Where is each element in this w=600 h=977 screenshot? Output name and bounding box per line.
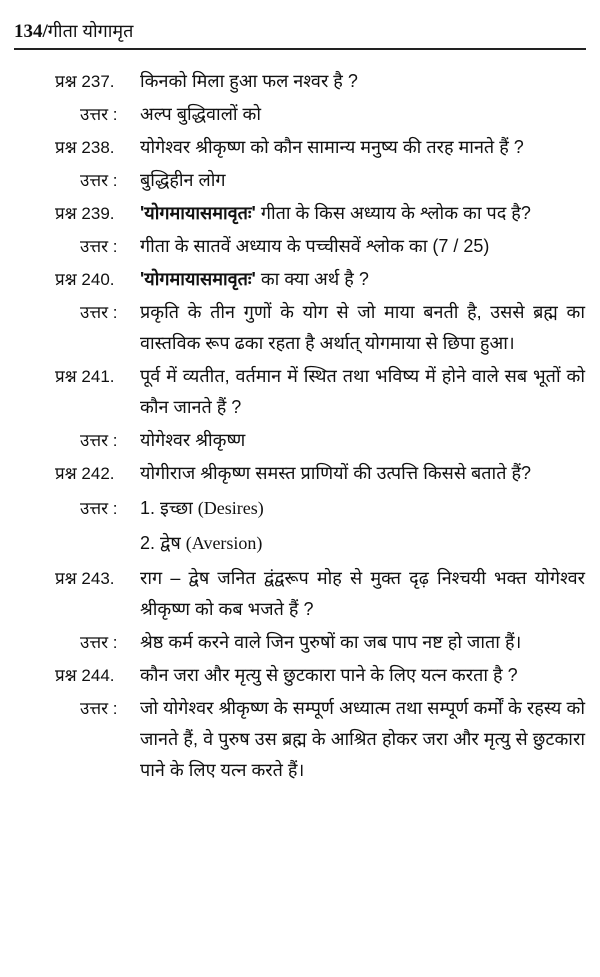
answer-238 xyxy=(0,165,600,196)
question-240 xyxy=(0,264,600,295)
answer-label: उत्तर : xyxy=(80,105,118,124)
question-text: पूर्व में व्यतीत, वर्तमान में स्थित तथा भविष्य में होने वाले सब भूतों को कौन जानते हैं ? xyxy=(140,366,585,417)
question-label: प्रश्न 242. xyxy=(55,464,115,483)
question-text xyxy=(140,264,585,295)
question-text xyxy=(140,198,585,229)
question-237 xyxy=(0,66,600,97)
item-hindi: 2. द्वेष xyxy=(140,533,186,553)
answer-list-item xyxy=(140,526,585,561)
running-header xyxy=(14,14,586,50)
page-number: 134/ xyxy=(14,21,48,42)
answer-label: उत्तर : xyxy=(80,303,118,322)
question-label: प्रश्न 239. xyxy=(55,204,115,223)
question-241 xyxy=(0,361,600,423)
qa-list xyxy=(0,66,600,788)
question-label: प्रश्न 241. xyxy=(55,367,115,386)
question-rest: गीता के किस अध्याय के श्लोक का पद है? xyxy=(255,203,531,223)
answer-text: श्रेष्ठ कर्म करने वाले जिन पुरुषों का जब पाप नष्ट हो जाता हैं। xyxy=(140,632,522,652)
answer-text: प्रकृति के तीन गुणों के योग से जो माया बनती है, उससे ब्रह्म का वास्तविक रूप ढका रहता है अर्थात् योगमाया से छिपा हुआ। xyxy=(140,302,585,353)
answer-list-item xyxy=(140,491,585,526)
answer-text: बुद्धिहीन लोग xyxy=(140,170,226,190)
answer-242 xyxy=(0,491,600,561)
question-242 xyxy=(0,458,600,489)
answer-text: योगेश्वर श्रीकृष्ण xyxy=(140,430,246,450)
question-text: किनको मिला हुआ फल नश्वर है ? xyxy=(140,71,358,91)
answer-text: गीता के सातवें अध्याय के पच्चीसवें श्लोक का (7 / 25) xyxy=(140,236,490,256)
question-244 xyxy=(0,660,600,691)
answer-label: उत्तर : xyxy=(80,633,118,652)
question-text: योगीराज श्रीकृष्ण समस्त प्राणियों की उत्पत्ति किससे बताते हैं? xyxy=(140,463,532,483)
question-238 xyxy=(0,132,600,163)
answer-239 xyxy=(0,231,600,262)
answer-237 xyxy=(0,99,600,130)
answer-label: उत्तर : xyxy=(80,499,118,518)
question-text: राग – द्वेष जनित द्वंद्वरूप मोह से मुक्त दृढ़ निश्चयी भक्त योगेश्वर श्रीकृष्ण को कब भजते हैं ? xyxy=(140,568,585,619)
answer-240 xyxy=(0,297,600,359)
question-rest: का क्या अर्थ है ? xyxy=(255,269,369,289)
question-label: प्रश्न 238. xyxy=(55,138,115,157)
answer-text: जो योगेश्वर श्रीकृष्ण के सम्पूर्ण अध्यात्म तथा सम्पूर्ण कर्मों के रहस्य को जानते हैं, वे पुरुष उस ब्रह्म के आश्रित होकर जरा और मृत्यु से छुटकारा पाने के लिए यत्न करते हैं। xyxy=(140,698,585,780)
answer-243 xyxy=(0,627,600,658)
question-text: योगेश्वर श्रीकृष्ण को कौन सामान्य मनुष्य की तरह मानते हैं ? xyxy=(140,137,524,157)
answer-241 xyxy=(0,425,600,456)
question-label: प्रश्न 237. xyxy=(55,72,115,91)
answer-244 xyxy=(0,693,600,786)
item-english: (Aversion) xyxy=(185,533,263,553)
question-239 xyxy=(0,198,600,229)
question-label: प्रश्न 240. xyxy=(55,270,115,289)
question-243 xyxy=(0,563,600,625)
book-title: गीता योगामृत xyxy=(47,21,134,41)
answer-label: उत्तर : xyxy=(80,431,118,450)
bold-term: 'योगमायासमावृतः' xyxy=(140,269,256,289)
answer-label: उत्तर : xyxy=(80,699,118,718)
question-label: प्रश्न 243. xyxy=(55,569,115,588)
answer-label: उत्तर : xyxy=(80,237,118,256)
answer-text: अल्प बुद्धिवालों को xyxy=(140,104,262,124)
bold-term: 'योगमायासमावृतः' xyxy=(140,203,256,223)
answer-list xyxy=(140,491,585,561)
question-label: प्रश्न 244. xyxy=(55,666,115,685)
answer-label: उत्तर : xyxy=(80,171,118,190)
question-text: कौन जरा और मृत्यु से छुटकारा पाने के लिए यत्न करता है ? xyxy=(140,665,518,685)
item-hindi: 1. इच्छा xyxy=(140,498,198,518)
item-english: (Desires) xyxy=(197,498,264,518)
